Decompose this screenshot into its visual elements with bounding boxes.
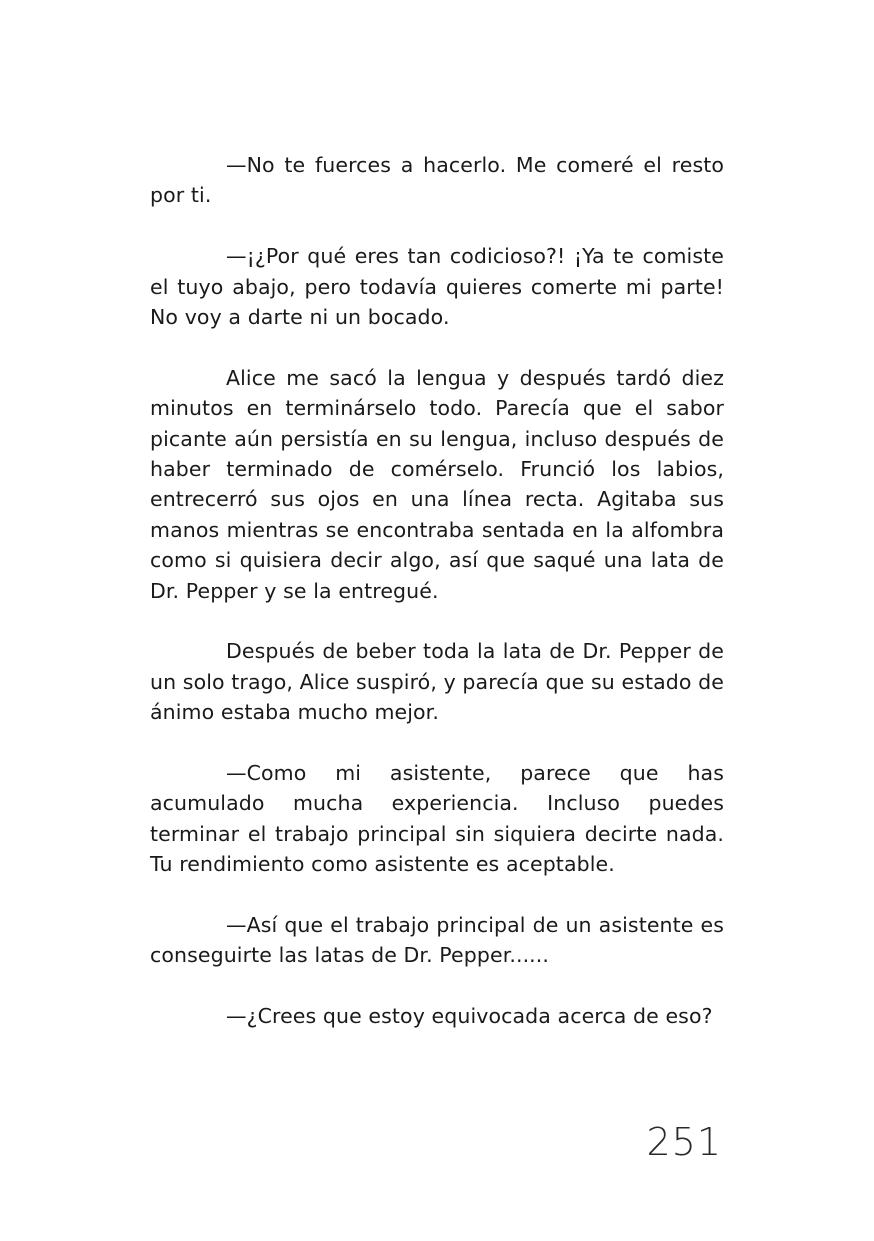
paragraph: Alice me sacó la lengua y después tardó diez minutos en terminárselo todo. Parecía que el sabor picante aún persistía en su lengua, incluso después de haber terminado de comérselo. Frunció los labios, entrecerró sus ojos en una línea recta. Agitaba sus manos mientras se encontraba sentada en la alfombra como si quisiera decir algo, así que saqué una lata de Dr. Pepper y se la entregué. [150, 365, 724, 603]
paragraph: Después de beber toda la lata de Dr. Pepper de un solo trago, Alice suspiró, y parecía que su estado de ánimo estaba mucho mejor. [150, 639, 724, 725]
paragraph: —No te fuerces a hacerlo. Me comeré el resto por ti. [150, 153, 724, 208]
page-number: 251 [646, 1120, 722, 1164]
paragraph: —¡¿Por qué eres tan codicioso?! ¡Ya te comiste el tuyo abajo, pero todavía quieres comerte mi parte! No voy a darte ni un bocado. [150, 244, 724, 330]
body-text [150, 150, 724, 1032]
paragraph: —Como mi asistente, parece que has acumulado mucha experiencia. Incluso puedes terminar el trabajo principal sin siquiera decirte nada. Tu rendimiento como asistente es aceptable. [150, 761, 724, 877]
paragraph: —Así que el trabajo principal de un asistente es conseguirte las latas de Dr. Pepper...... [150, 913, 724, 968]
paragraph: —¿Crees que estoy equivocada acerca de eso? [226, 1004, 713, 1029]
